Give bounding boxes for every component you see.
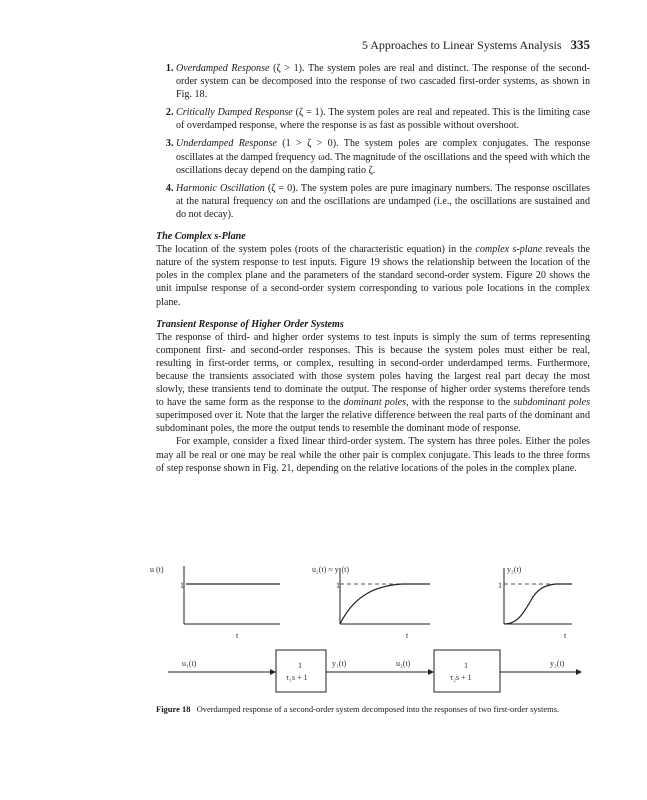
- figure-18: [140, 556, 600, 706]
- output-signal-label: y₂(t): [550, 659, 565, 668]
- block2-denominator: τ₂s + 1: [450, 673, 472, 682]
- running-title: 5 Approaches to Linear Systems Analysis: [361, 38, 562, 52]
- block-diagram: [168, 650, 582, 692]
- plot2-ylabel: u₂(t) ≈ y₁(t): [312, 565, 350, 574]
- paragraph-higher-order: The response of third- and higher order systems to test inputs is simply the sum of terms representing component first- and second-order responses. This is because the system poles must either be real, resulting in first-order terms, or complex, resulting in second-order underdamped terms. Furthermore, because the transients associated with those system poles having the largest real part decay the most slowly, these transients tend to dominate the output. The response of higher order systems therefore tends to have the same form as the response to the dominant poles, with the response to the subdominant poles superimposed over it. Note that the larger the relative difference between the real parts of the dominant and subdominant poles, the more the output tends to resemble the dominant mode of response.: [156, 331, 591, 435]
- section-title-higher-order: Transient Response of Higher Order Systems: [156, 318, 344, 330]
- plot3-response-curve: [504, 584, 572, 624]
- list-item: 4. Harmonic Oscillation (ζ = 0). The system poles are pure imaginary numbers. The response oscillates at the natural frequency ωn and the oscillations are undamped (i.e., the oscillations are sustained and do not decay).: [176, 182, 590, 221]
- intermediate-output-label: y₁(t): [332, 659, 347, 668]
- plot3-t-label: t: [564, 631, 567, 640]
- plot1-t-label: t: [236, 631, 239, 640]
- plot2-t-label: t: [406, 631, 409, 640]
- plot3-one-label: 1: [498, 581, 502, 590]
- figure-18-diagram: [140, 556, 600, 706]
- page-body: [156, 62, 590, 475]
- block-first-order-2: [434, 650, 500, 692]
- list-item: 1. Overdamped Response (ζ > 1). The system poles are real and distinct. The response of the second-order system can be decomposed into the response of two cascaded first-order systems, as shown in Fig. 18.: [176, 62, 590, 101]
- block2-numerator: 1: [464, 661, 468, 670]
- page-header: [330, 37, 590, 53]
- response-cases-list: [156, 62, 590, 221]
- plot3-ylabel: y₂(t): [507, 565, 522, 574]
- plot-first-order: [312, 565, 430, 640]
- block-first-order-1: [276, 650, 326, 692]
- block1-numerator: 1: [298, 661, 302, 670]
- paragraph-example: For example, consider a fixed linear third-order system. The system has three poles. Either the poles may all be real or one may be real while the other pair is complex conjugate. This leads to the three forms of step response shown in Fig. 21, depending on the relative locations of the poles in the complex plane.: [156, 436, 590, 474]
- caption-text: Overdamped response of a second-order system decomposed into the responses of two first-order systems.: [196, 704, 560, 714]
- plot2-one-label: 1: [336, 581, 340, 590]
- plot2-response-curve: [340, 584, 430, 624]
- plot1-one-label: 1: [180, 581, 184, 590]
- block1-denominator: τ₁s + 1: [286, 673, 308, 682]
- list-item: 2. Critically Damped Response (ζ = 1). The system poles are real and repeated. This is the limiting case of overdamped response, where the response is as fast as possible without overshoot.: [176, 106, 590, 132]
- intermediate-input-label: u₂(t): [396, 659, 411, 668]
- intermediate-arrowhead: [428, 669, 434, 675]
- page-number: 335: [570, 37, 590, 52]
- input-signal-label: u₁(t): [182, 659, 197, 668]
- input-arrowhead: [270, 669, 276, 675]
- paragraph-s-plane: The location of the system poles (roots of the characteristic equation) in the complex s-plane reveals the nature of the system response to test inputs. Figure 19 shows the relationship between the location of the poles in the complex plane and the parameters of the standard second-order system. Figure 20 shows the unit impulse response of a second-order system corresponding to various pole locations in the complex plane.: [156, 244, 590, 308]
- section-title-s-plane: The Complex s-Plane: [156, 231, 246, 243]
- figure-caption: [156, 704, 590, 715]
- plot-input-step: [150, 565, 280, 640]
- plot-second-order: [498, 565, 572, 640]
- plot1-ylabel: u (t): [150, 565, 164, 574]
- list-item: 3. Underdamped Response (1 > ζ > 0). The system poles are complex conjugates. The response oscillates at the damped frequency ωd. The magnitude of the oscillations and the speed with which the oscillations decay depend on the damping ratio ζ.: [176, 137, 590, 176]
- figure-number: Figure 18: [156, 704, 191, 714]
- output-arrowhead: [576, 669, 582, 675]
